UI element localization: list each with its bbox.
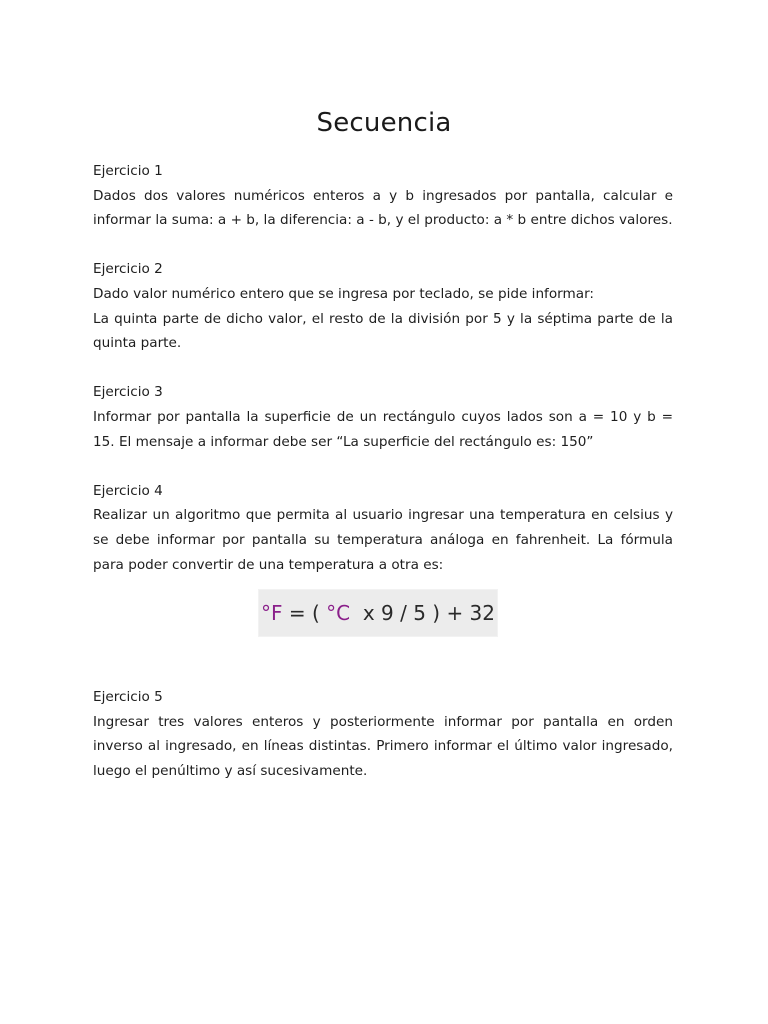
exercise-2	[93, 257, 673, 355]
fahrenheit-unit: °F	[260, 600, 283, 625]
page-title: Secuencia	[316, 108, 452, 138]
exercise-2-text-line-1: Dado valor numérico entero que se ingresa por teclado, se pide informar:	[93, 285, 595, 302]
exercise-1-heading: Ejercicio 1	[93, 163, 163, 179]
temperature-formula-image	[259, 590, 497, 636]
exercise-4-text: Realizar un algoritmo que permita al usuario ingresar una temperatura en celsius y se debe informar por pantalla su temperatura análoga en fahrenheit. La fórmula para poder convertir de una temperatura a otra es:	[93, 507, 673, 573]
formula-area	[93, 577, 673, 685]
exercise-3	[93, 380, 673, 454]
exercise-1-text: Dados dos valores numéricos enteros a y b ingresados por pantalla, calcular e informar la suma: a + b, la diferencia: a - b, y el producto: a * b entre dichos valores.	[93, 187, 673, 229]
exercise-2-text-line-2: La quinta parte de dicho valor, el resto de la división por 5 y la séptima parte de la quinta parte.	[93, 310, 673, 352]
document-body	[93, 159, 673, 808]
exercise-4	[93, 479, 673, 577]
exercise-5	[93, 685, 673, 783]
exercise-5-text: Ingresar tres valores enteros y posteriormente informar por pantalla en orden inverso al ingresado, en líneas distintas. Primero informar el último valor ingresado, luego el penúltimo y así sucesivamente.	[93, 713, 673, 779]
formula-equals-open: = (	[282, 600, 327, 625]
exercise-3-text: Informar por pantalla la superficie de un rectángulo cuyos lados son a = 10 y b = 15. El mensaje a informar debe ser “La superficie del rectángulo es: 150”	[93, 408, 673, 450]
formula-rest: x 9 / 5 ) + 32	[350, 600, 496, 625]
celsius-unit: °C	[326, 600, 351, 625]
exercise-4-heading: Ejercicio 4	[93, 482, 163, 499]
exercise-1	[93, 159, 673, 233]
exercise-5-heading: Ejercicio 5	[93, 689, 163, 706]
exercise-3-heading: Ejercicio 3	[93, 384, 163, 401]
exercise-2-heading: Ejercicio 2	[93, 261, 163, 278]
